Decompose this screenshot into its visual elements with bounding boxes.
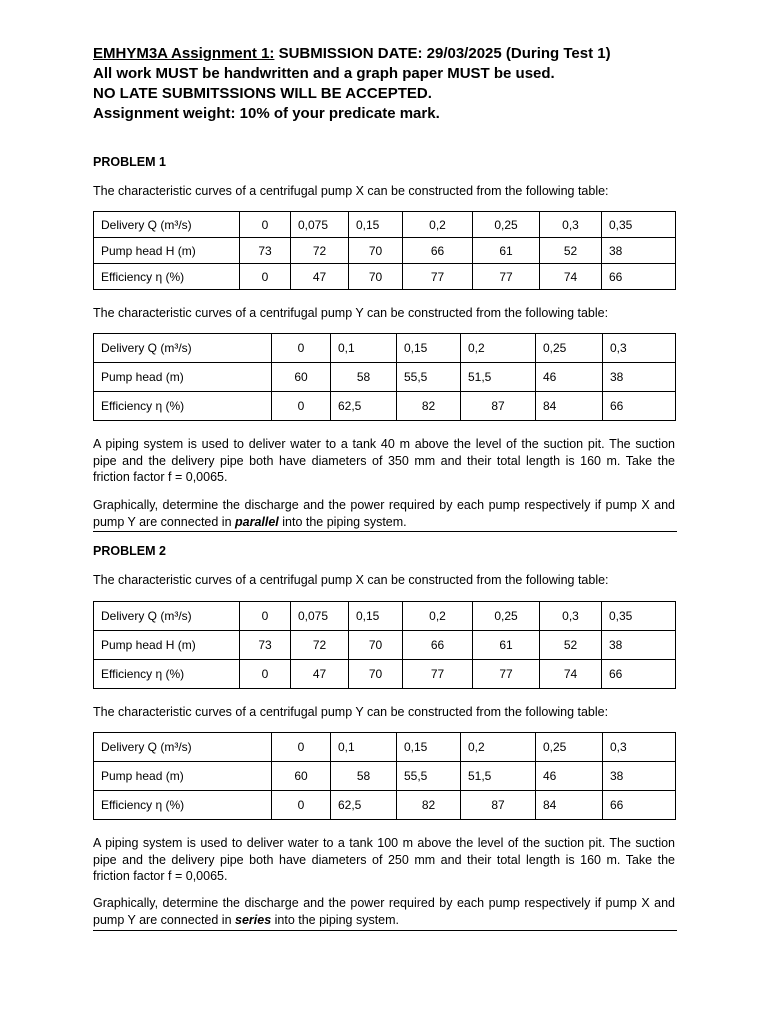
table-cell: 0,1	[331, 334, 397, 363]
problem-2-title: PROBLEM 2	[93, 544, 166, 558]
problem-1-intro-y: The characteristic curves of a centrifugal pump Y can be constructed from the following table:	[93, 306, 609, 320]
row-label: Delivery Q (m³/s)	[94, 334, 272, 363]
submission-date: SUBMISSION DATE: 29/03/2025 (During Test 1)	[274, 45, 611, 62]
table-cell: 51,5	[461, 363, 536, 392]
header-line-3: NO LATE SUBMITSSIONS WILL BE ACCEPTED.	[93, 85, 432, 102]
table-cell: 55,5	[397, 762, 461, 791]
table-cell: 58	[331, 363, 397, 392]
task-emphasis: series	[235, 912, 272, 927]
table-row	[94, 238, 676, 264]
row-label: Delivery Q (m³/s)	[94, 733, 272, 762]
table-cell: 77	[473, 660, 540, 689]
task-text: into the piping system.	[278, 514, 407, 529]
row-label: Efficiency η (%)	[94, 660, 240, 689]
section-divider	[93, 531, 677, 532]
table-cell: 38	[602, 631, 676, 660]
problem-2-task	[93, 895, 675, 928]
table-cell: 0,25	[473, 602, 540, 631]
problem-2-system-description: A piping system is used to deliver water to a tank 100 m above the level of the suction pit. The suction pipe and the delivery pipe both have diameters of 250 mm and their total length is 160 m. Take the friction factor f = 0,0065.	[93, 836, 675, 883]
table-cell: 77	[403, 264, 473, 290]
table-cell: 72	[291, 631, 349, 660]
table-cell: 0,15	[397, 733, 461, 762]
task-emphasis: parallel	[235, 514, 279, 529]
table-cell: 0,1	[331, 733, 397, 762]
table-cell: 77	[473, 264, 540, 290]
table-cell: 82	[397, 791, 461, 820]
table-cell: 0	[272, 334, 331, 363]
table-cell: 66	[602, 660, 676, 689]
table-cell: 0	[272, 791, 331, 820]
table-cell: 0,3	[603, 334, 676, 363]
table-cell: 47	[291, 264, 349, 290]
table-cell: 0	[272, 392, 331, 421]
table-cell: 87	[461, 791, 536, 820]
table-cell: 51,5	[461, 762, 536, 791]
table-cell: 84	[536, 392, 603, 421]
table-cell: 77	[403, 660, 473, 689]
table-cell: 87	[461, 392, 536, 421]
table-cell: 0	[240, 264, 291, 290]
problem-1-pump-y-table	[93, 333, 676, 421]
table-cell: 0,2	[403, 602, 473, 631]
table-cell: 72	[291, 238, 349, 264]
row-label: Pump head (m)	[94, 762, 272, 791]
row-label: Efficiency η (%)	[94, 392, 272, 421]
problem-2-intro-y: The characteristic curves of a centrifugal pump Y can be constructed from the following table:	[93, 705, 609, 719]
table-row	[94, 392, 676, 421]
table-row	[94, 660, 676, 689]
header-line-1	[93, 44, 693, 64]
table-cell: 61	[473, 238, 540, 264]
table-cell: 0,35	[602, 212, 676, 238]
problem-2-pump-x-table	[93, 601, 676, 689]
table-cell: 84	[536, 791, 603, 820]
table-cell: 66	[403, 238, 473, 264]
table-cell: 46	[536, 762, 603, 791]
row-label: Pump head H (m)	[94, 238, 240, 264]
header-line-2: All work MUST be handwritten and a graph paper MUST be used.	[93, 65, 555, 82]
problem-1-task	[93, 497, 675, 530]
table-row	[94, 631, 676, 660]
table-cell: 47	[291, 660, 349, 689]
row-label: Efficiency η (%)	[94, 264, 240, 290]
table-cell: 0,3	[540, 212, 602, 238]
table-cell: 52	[540, 631, 602, 660]
table-cell: 62,5	[331, 392, 397, 421]
table-cell: 70	[349, 631, 403, 660]
table-cell: 66	[603, 392, 676, 421]
table-cell: 0,35	[602, 602, 676, 631]
table-cell: 61	[473, 631, 540, 660]
problem-2-pump-y-table	[93, 732, 676, 820]
task-text: into the piping system.	[271, 912, 400, 927]
table-cell: 0,075	[291, 212, 349, 238]
table-cell: 46	[536, 363, 603, 392]
table-cell: 0	[240, 212, 291, 238]
table-row	[94, 791, 676, 820]
row-label: Delivery Q (m³/s)	[94, 212, 240, 238]
table-cell: 70	[349, 238, 403, 264]
row-label: Delivery Q (m³/s)	[94, 602, 240, 631]
table-row	[94, 212, 676, 238]
table-cell: 0,25	[536, 733, 603, 762]
table-cell: 66	[403, 631, 473, 660]
table-cell: 62,5	[331, 791, 397, 820]
table-cell: 38	[603, 363, 676, 392]
header-line-4: Assignment weight: 10% of your predicate mark.	[93, 105, 440, 122]
table-cell: 0,25	[536, 334, 603, 363]
table-cell: 58	[331, 762, 397, 791]
table-cell: 0	[272, 733, 331, 762]
table-cell: 0,2	[461, 733, 536, 762]
row-label: Pump head (m)	[94, 363, 272, 392]
table-cell: 0,075	[291, 602, 349, 631]
table-cell: 38	[602, 238, 676, 264]
table-cell: 73	[240, 631, 291, 660]
table-cell: 66	[603, 791, 676, 820]
row-label: Efficiency η (%)	[94, 791, 272, 820]
table-cell: 70	[349, 264, 403, 290]
section-divider	[93, 930, 677, 931]
table-cell: 60	[272, 762, 331, 791]
table-cell: 0,2	[461, 334, 536, 363]
table-cell: 66	[602, 264, 676, 290]
table-cell: 82	[397, 392, 461, 421]
problem-1-intro-x: The characteristic curves of a centrifugal pump X can be constructed from the following table:	[93, 184, 609, 198]
table-row	[94, 602, 676, 631]
table-cell: 0,3	[603, 733, 676, 762]
problem-1-pump-x-table	[93, 211, 676, 290]
table-cell: 73	[240, 238, 291, 264]
task-text: Graphically, determine the discharge and the power required by each pump respectively if pump X and pump Y are connected in	[93, 498, 675, 529]
table-row	[94, 363, 676, 392]
problem-2-intro-x: The characteristic curves of a centrifugal pump X can be constructed from the following table:	[93, 573, 609, 587]
table-cell: 70	[349, 660, 403, 689]
table-cell: 0	[240, 660, 291, 689]
table-row	[94, 733, 676, 762]
row-label: Pump head H (m)	[94, 631, 240, 660]
table-cell: 55,5	[397, 363, 461, 392]
task-text: Graphically, determine the discharge and the power required by each pump respectively if pump X and pump Y are connected in	[93, 896, 675, 927]
table-cell: 0,25	[473, 212, 540, 238]
problem-1-title: PROBLEM 1	[93, 155, 166, 169]
table-row	[94, 264, 676, 290]
table-cell: 0,15	[349, 602, 403, 631]
table-cell: 0,3	[540, 602, 602, 631]
table-cell: 0	[240, 602, 291, 631]
course-code: EMHYM3A Assignment 1:	[93, 45, 275, 62]
table-cell: 0,15	[397, 334, 461, 363]
assignment-header	[93, 44, 693, 124]
table-cell: 52	[540, 238, 602, 264]
table-row	[94, 334, 676, 363]
table-cell: 0,15	[349, 212, 403, 238]
table-cell: 74	[540, 264, 602, 290]
table-cell: 60	[272, 363, 331, 392]
table-cell: 38	[603, 762, 676, 791]
problem-1-system-description: A piping system is used to deliver water to a tank 40 m above the level of the suction pit. The suction pipe and the delivery pipe both have diameters of 350 mm and their total length is 160 m. Take the friction factor f = 0,0065.	[93, 437, 675, 484]
table-cell: 74	[540, 660, 602, 689]
table-row	[94, 762, 676, 791]
table-cell: 0,2	[403, 212, 473, 238]
